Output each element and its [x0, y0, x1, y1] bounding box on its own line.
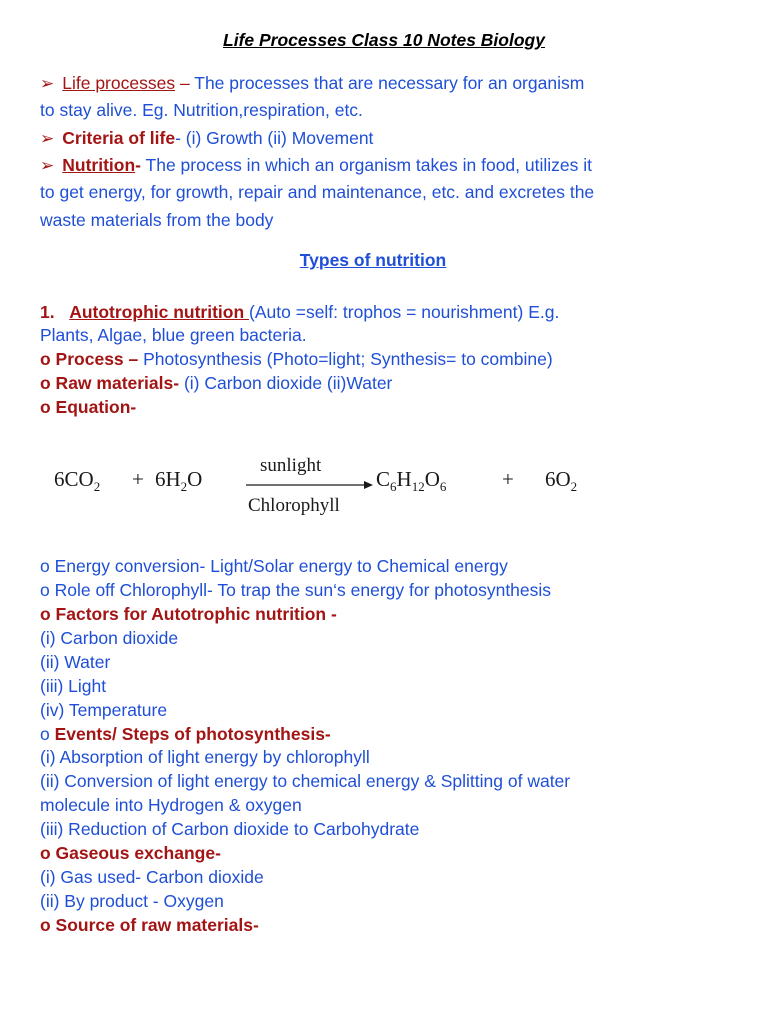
arrow-bullet-icon: ➢ — [40, 156, 55, 175]
gaseous-item: (i) Gas used- Carbon dioxide — [40, 867, 264, 887]
page-title: Life Processes Class 10 Notes Biology — [223, 30, 545, 50]
process-label: o Process – — [40, 349, 139, 369]
event-item: molecule into Hydrogen & oxygen — [40, 795, 302, 815]
energy-conversion-line: o Energy conversion- Light/Solar energy to Chemical energy — [40, 556, 508, 576]
autotrophic-line-2: Plants, Algae, blue green bacteria. — [40, 325, 307, 345]
life-processes-dash: – — [175, 73, 190, 93]
gaseous-exchange-label: o Gaseous exchange- — [40, 843, 221, 863]
photosynthesis-equation — [54, 455, 614, 525]
raw-materials-line — [40, 372, 392, 394]
factor-item: (iii) Light — [40, 676, 107, 696]
nutrition-line — [40, 154, 592, 177]
autotrophic-number: 1. — [40, 302, 55, 322]
raw-materials-label: o Raw materials- — [40, 373, 180, 393]
equation-product-o2: $6O_2$ — [545, 467, 578, 495]
life-processes-line-2: to stay alive. Eg. Nutrition,respiration, etc. — [40, 100, 363, 120]
autotrophic-line — [40, 301, 559, 323]
nutrition-line-3: waste materials from the body — [40, 210, 274, 230]
events-bullet: o — [40, 724, 55, 744]
life-processes-line — [40, 72, 584, 95]
equation-label: o Equation- — [40, 397, 137, 417]
equation-plus-2: + — [502, 467, 514, 491]
source-raw-materials-label: o Source of raw materials- — [40, 915, 259, 935]
event-item: (i) Absorption of light energy by chlorophyll — [40, 747, 370, 767]
arrow-bullet-icon: ➢ — [40, 129, 55, 148]
autotrophic-term: Autotrophic nutrition — [69, 302, 250, 322]
equation-plus-1: + — [132, 467, 144, 491]
nutrition-line-2: to get energy, for growth, repair and maintenance, etc. and excretes the — [40, 182, 595, 202]
criteria-term: Criteria of life — [62, 128, 176, 148]
equation-condition-chlorophyll: Chlorophyll — [248, 495, 340, 516]
equation-reactant-h2o: $6H_2O$ — [155, 467, 203, 495]
role-chlorophyll-line: o Role off Chlorophyll- To trap the sun‘s energy for photosynthesis — [40, 580, 552, 600]
nutrition-text: The process in which an organism takes in food, utilizes it — [140, 155, 592, 175]
criteria-text: - (i) Growth (ii) Movement — [175, 128, 374, 148]
event-item: (ii) Conversion of light energy to chemical energy & Splitting of water — [40, 771, 571, 791]
gaseous-item: (ii) By product - Oxygen — [40, 891, 224, 911]
equation-product-glucose: $C_6H_{12}O_6$ — [376, 467, 447, 495]
process-line — [40, 348, 553, 370]
process-text: Photosynthesis (Photo=light; Synthesis= to combine) — [138, 349, 553, 369]
types-of-nutrition-heading: Types of nutrition — [299, 250, 447, 270]
nutrition-term: Nutrition — [62, 155, 136, 175]
equation-condition-sunlight: sunlight — [260, 455, 322, 476]
events-line — [40, 723, 331, 745]
factor-item: (i) Carbon dioxide — [40, 628, 179, 648]
factor-item: (iv) Temperature — [40, 700, 168, 720]
life-processes-text: The processes that are necessary for an organism — [189, 73, 585, 93]
raw-materials-text: (i) Carbon dioxide (ii)Water — [179, 373, 393, 393]
equation-label-line — [40, 396, 136, 418]
criteria-line — [40, 127, 373, 150]
arrow-bullet-icon: ➢ — [40, 74, 55, 93]
events-label: Events/ Steps of photosynthesis- — [54, 724, 331, 744]
equation-reactant-co2: $6CO_2$ — [54, 467, 101, 495]
event-item: (iii) Reduction of Carbon dioxide to Carbohydrate — [40, 819, 420, 839]
nutrition-dash: - — [135, 155, 141, 175]
factor-item: (ii) Water — [40, 652, 111, 672]
autotrophic-text: (Auto =self: trophos = nourishment) E.g. — [249, 302, 560, 322]
reaction-arrow-icon — [246, 477, 374, 491]
life-processes-term: Life processes — [62, 73, 176, 93]
factors-label: o Factors for Autotrophic nutrition - — [40, 604, 337, 624]
